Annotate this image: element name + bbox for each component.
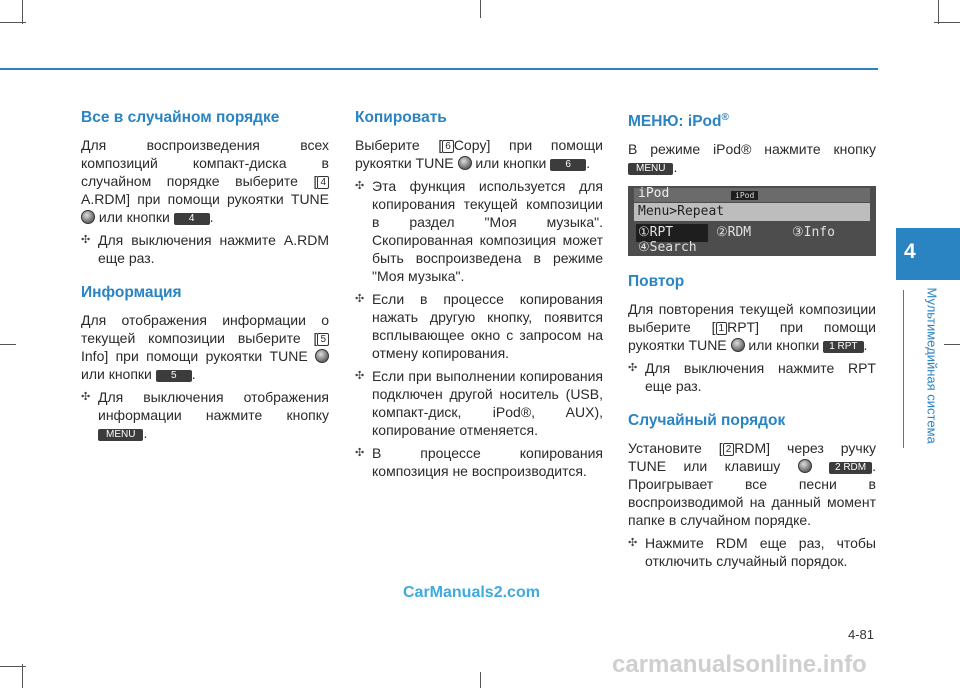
crop-mark	[480, 0, 481, 18]
note-marker-icon: ✣	[81, 234, 91, 246]
chapter-rule	[903, 290, 904, 448]
paragraph-repeat: Для повторения текущей композиции выберите [ 1 RPT] при помощи рукоятки TUNE или кнопки 1 RPT .	[628, 301, 876, 354]
screen-item-rdm: ②RDM	[716, 225, 752, 241]
chapter-title: Мультимедийная система	[924, 287, 940, 444]
paragraph-menu-ipod: В режиме iPod® нажмите кнопку MENU .	[628, 141, 876, 176]
note-random: ✣ Нажмите RDM еще раз, чтобы отключить случайный порядок.	[628, 535, 876, 570]
key-2-rdm: 2 RDM	[829, 462, 872, 474]
column-left	[81, 108, 329, 442]
note-repeat: ✣ Для выключения нажмите RPT еще раз.	[628, 360, 876, 395]
crop-mark	[22, 0, 23, 24]
number-2-icon: 2	[723, 443, 735, 456]
screen-item-info: ③Info	[792, 225, 835, 241]
heading-random-all: Все в случайном порядке	[81, 109, 280, 126]
key-5: 5	[156, 370, 192, 382]
heading-copy: Копировать	[355, 109, 447, 126]
note-marker-icon: ✣	[355, 447, 365, 459]
key-menu: MENU	[628, 163, 673, 175]
crop-mark	[934, 22, 960, 23]
key-4: 4	[174, 213, 210, 225]
number-6-icon: 6	[442, 140, 454, 153]
column-middle	[355, 108, 603, 480]
heading-random: Случайный порядок	[628, 412, 786, 430]
note-copy-4: ✣ В процессе копирования композиция не воспроизводится.	[355, 445, 603, 479]
screen-menu-title: Menu>Repeat	[638, 204, 725, 220]
watermark-carmanuals2[interactable]: CarManuals2.com	[403, 584, 540, 601]
note-marker-icon: ✣	[355, 293, 365, 305]
tune-knob-icon	[458, 156, 472, 170]
key-menu: MENU	[98, 429, 143, 441]
key-6: 6	[550, 159, 586, 171]
paragraph-random: Установите [ 2 RDM] через ручку TUNE или клавишу 2 RDM . Проигрывает все песни в воспроизводимой на данный момент папке в случайном порядке.	[628, 440, 877, 529]
page-number: 4-81	[848, 627, 875, 642]
heading-info: Информация	[81, 284, 182, 301]
tune-knob-icon	[798, 459, 812, 473]
chapter-number: 4	[904, 240, 916, 263]
number-5-icon: 5	[317, 333, 329, 346]
note-copy-1: ✣ Эта функция используется для копирования текущей композиции в раздел "Моя музыка". Скопированная композиция может быть воспроизведена в режиме "Моя музыка".	[355, 178, 603, 284]
note-marker-icon: ✣	[355, 370, 365, 382]
heading-menu-ipod: МЕНЮ: iPod®	[628, 112, 729, 131]
number-1-icon: 1	[716, 322, 728, 335]
note-random-all: ✣ Для выключения нажмите A.RDM еще раз.	[81, 232, 329, 266]
key-1-rpt: 1 RPT	[823, 341, 863, 353]
watermark-carmanualsonline[interactable]: carmanualsonline.info	[612, 651, 867, 678]
note-marker-icon: ✣	[628, 362, 638, 375]
screen-header-title: iPod	[638, 186, 670, 202]
screen-item-search: ④Search	[638, 240, 697, 256]
tune-knob-icon	[315, 349, 329, 363]
note-copy-3: ✣ Если при выполнении копирования подключен другой носитель (USB, компакт-диск, iPod®, AUX), копирование отменяется.	[355, 368, 603, 438]
ipod-menu-screen	[628, 186, 876, 256]
note-marker-icon: ✣	[628, 537, 638, 550]
tune-knob-icon	[81, 210, 95, 224]
crop-mark	[480, 672, 481, 688]
crop-mark	[0, 344, 16, 345]
paragraph-info: Для отображения информации о текущей композиции выберите [ 5 Info] при помощи рукоятки TUNE или кнопки 5 .	[81, 312, 329, 382]
note-copy-2: ✣ Если в процессе копирования нажать другую кнопку, появится всплывающее окно с запросом на отмену копирования.	[355, 291, 603, 361]
paragraph-random-all: Для воспроизведения всех композиций компакт-диска в случайном порядке выберите [ 4 A.RDM] при помощи рукоятки TUNE или кнопки 4 .	[81, 137, 329, 225]
crop-mark	[938, 0, 939, 24]
tune-knob-icon	[731, 338, 745, 352]
paragraph-copy: Выберите [ 6 Copy] при помощи рукоятки TUNE или кнопки 6 .	[355, 137, 603, 171]
column-right	[628, 108, 876, 570]
crop-mark	[22, 664, 23, 688]
screen-ipod-tag: iPod	[731, 191, 758, 200]
number-4-icon: 4	[317, 176, 329, 189]
crop-mark	[944, 344, 960, 345]
header-rule	[0, 68, 878, 70]
note-info: ✣ Для выключения отображения информации нажмите кнопку MENU .	[81, 389, 329, 441]
screen-item-rpt: ①RPT	[638, 225, 674, 241]
note-marker-icon: ✣	[355, 180, 365, 192]
heading-repeat: Повтор	[628, 273, 685, 291]
note-marker-icon: ✣	[81, 391, 91, 403]
